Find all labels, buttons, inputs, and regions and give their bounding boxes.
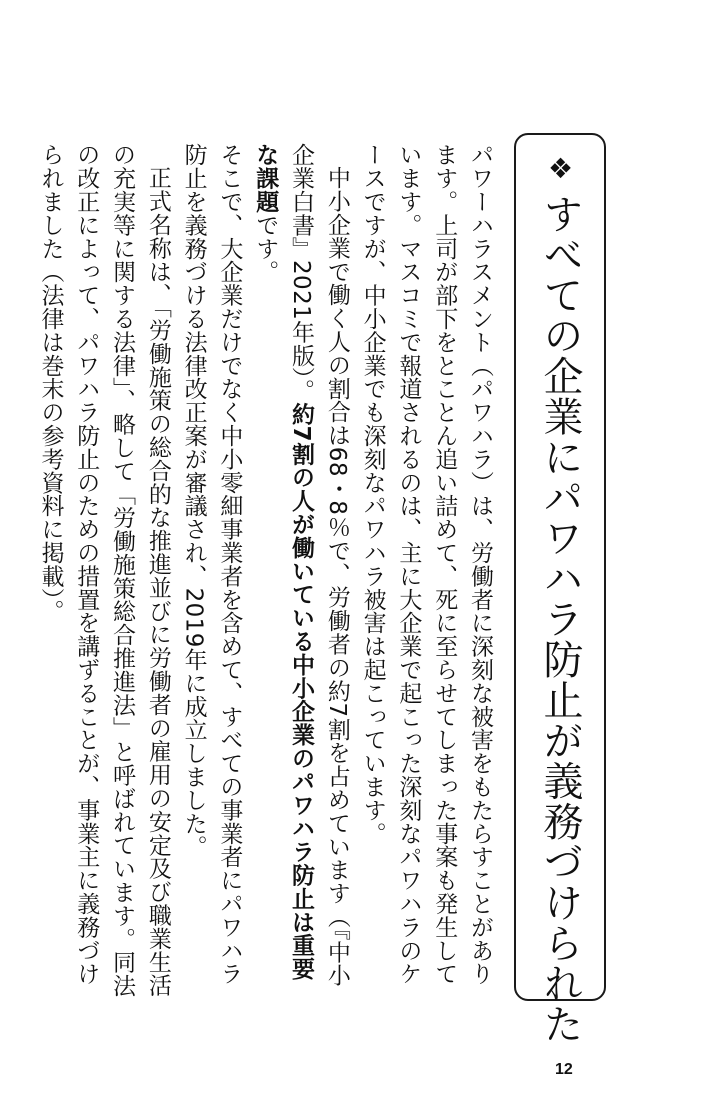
body-text <box>32 143 497 1003</box>
paragraph-3 <box>175 143 247 1003</box>
paragraph-2-emphasis: 約7割の人が働いている中小企業のパワハラ防止は重要な課題 <box>252 143 315 981</box>
page-number: 12 <box>555 1061 573 1078</box>
paragraph-2-text: 中小企業で働く人の割合は68・8％で、労働者の約7割を占めています（『中小企業白書』2021年版）。 <box>288 143 350 987</box>
paragraph-4 <box>32 143 175 1003</box>
paragraph-1 <box>354 143 497 1003</box>
paragraph-2 <box>246 143 353 1003</box>
diamond-marker-icon: ❖ <box>544 152 577 186</box>
paragraph-2-tail: です。 <box>252 213 279 284</box>
paragraph-4-text: 正式名称は、「労働施策の総合的な推進並びに労働者の雇用の安定及び職業生活の充実等に関する法律」、略して「労働施策総合推進法」と呼ばれています。同法の改正によって、パワハラ防止のための措置を講ずることが、事業主に義務づけられました（法律は巻末の参考資料に掲載）。 <box>37 143 171 998</box>
section-title: すべての企業にパワハラ防止が義務づけられた <box>537 193 583 1044</box>
section-heading <box>524 152 596 1044</box>
paragraph-1-text: パワーハラスメント（パワハラ）は、労働者に深刻な被害をもたらすことがあります。上司が部下をとことん追い詰めて、死に至らせてしまった事案も発生しています。マスコミで報道されるのは、主に大企業で起こった深刻なパワハラのケースですが、中小企業でも深刻なパワハラ被害は起こっています。 <box>359 143 493 986</box>
paragraph-3-text: そこで、大企業だけでなく中小零細事業者を含めて、すべての事業者にパワハラ防止を義務づける法律改正案が審議され、2019年に成立しました。 <box>180 143 243 986</box>
